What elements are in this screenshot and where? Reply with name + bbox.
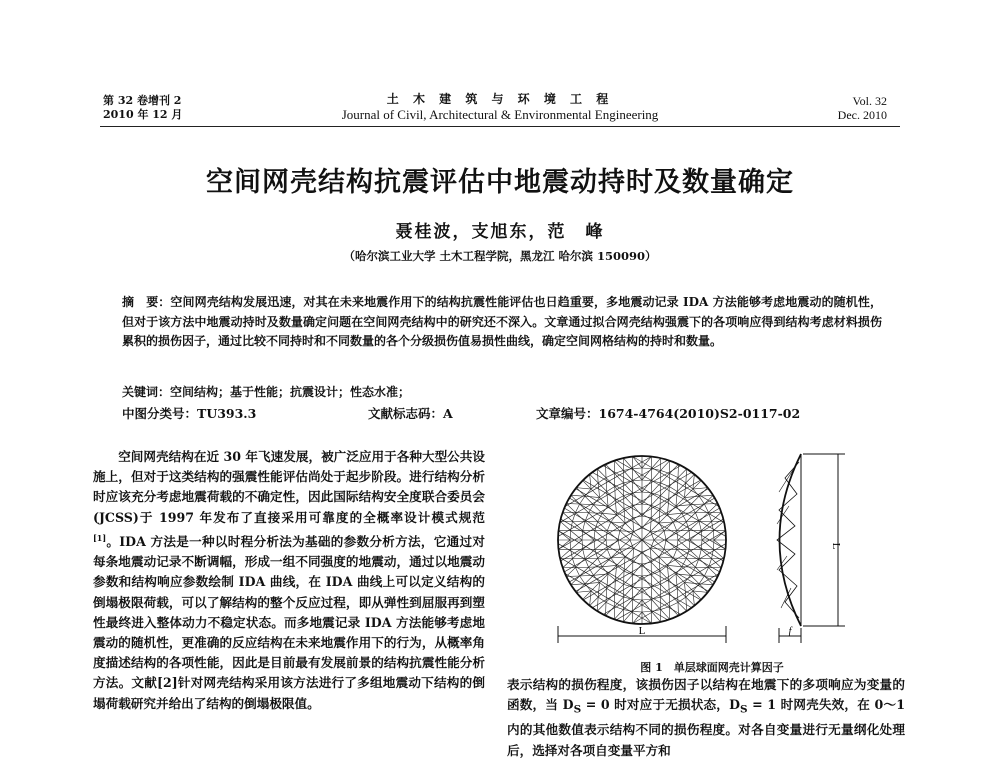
date-en: Dec. 2010 <box>838 108 887 122</box>
mesh-member <box>633 548 634 562</box>
mesh-member <box>713 521 724 530</box>
mesh-member <box>686 597 695 606</box>
mesh-member <box>598 483 599 498</box>
mesh-member <box>570 540 571 549</box>
mesh-member <box>664 531 666 540</box>
mesh-member <box>677 589 678 603</box>
mesh-member <box>618 531 620 540</box>
mesh-member <box>659 515 667 523</box>
subscript-s: S <box>574 704 582 716</box>
body-right-text-1: 表示结构的损伤程度，该损伤因子以结构在地震下的多项响应为变量的函数，当 D <box>507 677 905 712</box>
mesh-member <box>667 513 681 514</box>
journal-volume-en <box>838 94 887 122</box>
mesh-member <box>553 527 732 631</box>
classification-number <box>122 404 256 422</box>
mesh-member <box>595 540 606 549</box>
mesh-member <box>677 478 678 492</box>
mesh-member <box>608 565 616 573</box>
date-cn: 2010 年 12 月 <box>103 108 182 122</box>
mesh-member <box>666 531 677 540</box>
mesh-member <box>624 575 633 585</box>
mesh-member <box>606 473 614 477</box>
mesh-member <box>693 584 699 591</box>
mesh-member <box>650 523 658 531</box>
mesh-member <box>693 591 708 592</box>
mesh-member <box>661 610 670 620</box>
mesh-member <box>661 461 670 471</box>
mesh-member <box>650 548 658 556</box>
mesh-member <box>607 522 611 531</box>
height-label: L <box>830 543 842 550</box>
mesh-member <box>598 589 607 598</box>
figure-caption: 图 1 单层球面网壳计算因子 <box>532 659 892 675</box>
mesh-member <box>686 474 695 483</box>
mesh-member <box>664 540 666 549</box>
mesh-member <box>608 506 616 514</box>
mesh-member <box>677 582 684 588</box>
mesh-member <box>701 549 711 558</box>
classification-value: TU393.3 <box>197 406 256 421</box>
mesh-member <box>617 557 625 565</box>
mesh-member <box>598 483 607 492</box>
mesh-member <box>678 597 686 602</box>
mesh-member <box>585 489 591 496</box>
mesh-member <box>633 575 642 576</box>
mesh-member <box>625 557 633 562</box>
mesh-member <box>553 514 732 618</box>
mesh-member <box>633 599 642 600</box>
mesh-member <box>633 481 642 492</box>
rise-label: f <box>789 626 793 637</box>
classification-label: 中图分类号： <box>122 406 197 421</box>
mesh-member <box>678 540 689 549</box>
mesh-member <box>625 523 633 531</box>
mesh-member <box>602 565 616 566</box>
mesh-member <box>633 588 642 599</box>
mesh-member <box>618 540 620 549</box>
mesh-member <box>633 468 642 469</box>
mesh-member <box>585 584 591 591</box>
dome-plan-view <box>553 448 732 648</box>
mesh-member <box>624 496 633 506</box>
mesh-member <box>667 565 681 566</box>
mesh-member <box>598 522 608 531</box>
document-code-value: A <box>443 406 453 421</box>
mesh-member <box>642 504 651 505</box>
mesh-member <box>677 522 687 531</box>
mesh-member <box>642 468 651 469</box>
mesh-member <box>670 607 679 616</box>
mesh-member <box>607 589 615 594</box>
mesh-member <box>633 518 634 532</box>
mesh-member <box>607 549 611 558</box>
mesh-member <box>642 588 651 599</box>
mesh-member <box>642 564 651 575</box>
mesh-member <box>576 591 591 592</box>
mesh-member <box>598 582 599 597</box>
mesh-member <box>677 483 686 492</box>
mesh-member <box>572 549 582 558</box>
body-text: 空间网壳结构在近 30 年飞速发展，被广泛应用于各种大型公共设施上，但对于这类结构的强震性能评估尚处于起步阶段。进行结构分析时应该充分考虑地震荷载的不确定性，因此国际结构安全度联合委员会(JCSS)于 1997 年发布了直接采用可靠度的全概率设计模式规范 <box>93 449 485 525</box>
mesh-member <box>642 480 651 481</box>
mesh-member <box>642 575 651 576</box>
mesh-member <box>673 549 677 558</box>
mesh-member <box>651 575 660 585</box>
body-right-text-2: = 0 时对应于无损状态，D <box>581 697 740 712</box>
mesh-member <box>598 549 608 558</box>
document-code <box>368 404 453 422</box>
mesh-member <box>693 488 708 489</box>
mesh-member <box>583 549 585 558</box>
height-dimension <box>803 454 845 626</box>
volume-en: Vol. 32 <box>838 94 887 108</box>
mesh-member <box>651 562 660 571</box>
mesh-member <box>625 548 633 556</box>
article-number-value: 1674-4764(2010)S2-0117-02 <box>599 406 801 421</box>
keywords-label: 关键词： <box>122 385 170 399</box>
mesh-member <box>576 584 585 593</box>
article-number <box>536 404 800 422</box>
body-paragraph <box>93 447 485 714</box>
mesh-member <box>678 531 689 540</box>
mesh-member <box>606 607 615 616</box>
mesh-member <box>607 531 618 540</box>
mesh-member <box>670 473 678 477</box>
dome-figure-svg <box>553 448 853 648</box>
mesh-member <box>667 506 675 514</box>
keywords <box>122 383 882 400</box>
mesh-member <box>684 496 699 497</box>
mesh-member <box>633 480 642 481</box>
mesh-member <box>585 582 600 583</box>
mesh-member <box>650 548 651 562</box>
mesh-member <box>650 518 651 532</box>
mesh-member <box>614 610 623 620</box>
mesh-member <box>670 464 679 473</box>
mesh-member <box>701 521 711 530</box>
abstract <box>122 293 882 352</box>
paper-title: 空间网壳结构抗震评估中地震动持时及数量确定 <box>0 160 1000 199</box>
mesh-member <box>642 505 651 516</box>
body-left-column <box>93 447 485 714</box>
mesh-member <box>651 496 660 506</box>
paper-affiliation: （哈尔滨工业大学 土木工程学院，黑龙江 哈尔滨 150090） <box>0 248 1000 264</box>
mesh-member <box>642 611 651 612</box>
mesh-member <box>590 474 599 483</box>
mesh-member <box>699 549 701 558</box>
mesh-member <box>677 491 684 497</box>
mesh-member <box>659 557 667 565</box>
mesh-member <box>625 518 633 523</box>
mesh-member <box>607 540 618 549</box>
mesh-member <box>678 469 687 478</box>
mesh-member <box>684 582 685 597</box>
mesh-member <box>667 565 675 573</box>
article-number-label: 文章编号： <box>536 406 599 421</box>
mesh-member <box>693 591 694 606</box>
body-text-cont: 。IDA 方法是一种以时程分析法为基础的参数分析方法，它通过对每条地震动记录不断调幅，形成一组不同强度的地震动，通过以地震动参数和结构响应参数绘制 IDA 曲线，在 IDA 曲线上可以定义结构的倒塌极限荷载，可以了解结构的整个反应过程，即从弹性到屈服再到塑性最终进入整体动力不稳定状态。而多地震记录 IDA 方法能够考虑地震动的随机性，更准确的反应结构在未来地震作用下的行为，从概率角度描述结构的各项性能，因此是目前最有发展前景的结构抗震性能分析方法。文献[2]针对网壳结构采用该方法进行了多组地震动下结构的倒塌荷载研究并给出了结构的倒塌极限值。 <box>93 534 485 711</box>
mesh-member <box>597 602 606 611</box>
mesh-member <box>693 474 694 489</box>
mesh-member <box>583 521 585 530</box>
mesh-member <box>607 487 615 492</box>
mesh-member <box>606 589 607 603</box>
subscript-s: S <box>740 704 748 716</box>
mesh-member <box>590 597 599 606</box>
abstract-text: 空间网壳结构发展迅速，对其在未来地震作用下的结构抗震性能评估也日趋重要，多地震动记录 IDA 方法能够考虑地震动的随机性，但对于该方法中地震动持时及数量确定问题在空间网壳结构中的研究还不深入。文章通过拟合网壳结构强震下的各项响应得到结构考虑材料损伤累积的损伤因子，通过比较不同持时和不同数量的各个分级损伤值易损性曲线，确定空间网格结构的持时和数量。 <box>122 295 882 348</box>
mesh-member <box>633 504 642 505</box>
body-right-column <box>507 675 905 761</box>
mesh-member <box>633 505 642 516</box>
mesh-member <box>669 487 677 492</box>
journal-volume-cn <box>103 94 182 122</box>
mesh-member <box>570 531 571 540</box>
mesh-member <box>624 562 633 571</box>
citation-ref: [1] <box>93 533 106 543</box>
mesh-member <box>614 461 623 471</box>
mesh-member <box>598 478 606 483</box>
mesh-member <box>684 582 699 583</box>
mesh-member <box>590 591 591 606</box>
mesh-member <box>624 509 633 518</box>
mesh-member <box>669 589 677 594</box>
mesh-member <box>651 509 660 518</box>
mesh-member <box>670 602 678 606</box>
mesh-member <box>590 474 591 489</box>
mesh-member <box>651 557 659 562</box>
keywords-text: 空间结构；基于性能；抗震设计；性态水准； <box>170 385 410 399</box>
mesh-member <box>606 602 614 606</box>
journal-name-cn: 土 木 建 筑 与 环 境 工 程 <box>250 92 750 107</box>
mesh-member <box>576 488 591 489</box>
mesh-member <box>576 488 585 497</box>
mesh-member <box>572 521 582 530</box>
mesh-member <box>598 597 606 602</box>
mesh-member <box>602 513 616 514</box>
mesh-member <box>633 564 642 575</box>
mesh-member <box>585 496 600 497</box>
mesh-member <box>713 540 714 549</box>
mesh-member <box>606 478 607 492</box>
mesh-member <box>673 522 677 531</box>
mesh-member <box>597 469 606 478</box>
paper-authors: 聂桂波，支旭东，范 峰 <box>0 217 1000 242</box>
mesh-member <box>560 549 571 558</box>
mesh-member <box>684 483 685 498</box>
mesh-member <box>693 489 699 496</box>
mesh-member <box>560 521 571 530</box>
body-right-text-3: = 1 时网壳失效，在 0～1 内的其他数值表示结构不同的损伤程度。对各自变量进行无量纲化处理后，选择对各项自变量平方和 <box>507 697 905 757</box>
mesh-member <box>678 602 687 611</box>
mesh-member <box>713 549 724 558</box>
mesh-member <box>617 515 625 523</box>
mesh-member <box>699 521 701 530</box>
header-rule <box>100 126 900 127</box>
mesh-member <box>633 611 642 612</box>
mesh-member <box>666 540 677 549</box>
mesh-member <box>600 582 607 588</box>
document-code-label: 文献标志码： <box>368 406 443 421</box>
span-label: L <box>639 625 646 637</box>
mesh-member <box>699 584 708 593</box>
journal-name <box>250 92 750 123</box>
mesh-member <box>600 491 607 497</box>
journal-name-en: Journal of Civil, Architectural & Environmental Engineering <box>250 107 750 123</box>
mesh-member <box>651 518 659 523</box>
mesh-member <box>677 549 687 558</box>
mesh-member <box>678 478 686 483</box>
mesh-member <box>606 464 615 473</box>
mesh-member <box>699 488 708 497</box>
abstract-label: 摘 要： <box>122 295 170 309</box>
volume-issue-cn: 第 32 卷增刊 2 <box>103 94 182 108</box>
mesh-member <box>713 531 714 540</box>
mesh-member <box>595 531 606 540</box>
mesh-member <box>642 481 651 492</box>
mesh-member <box>642 599 651 600</box>
mesh-member <box>677 589 686 598</box>
figure-dome-diagram <box>553 448 853 652</box>
dome-elevation-view <box>777 454 801 626</box>
